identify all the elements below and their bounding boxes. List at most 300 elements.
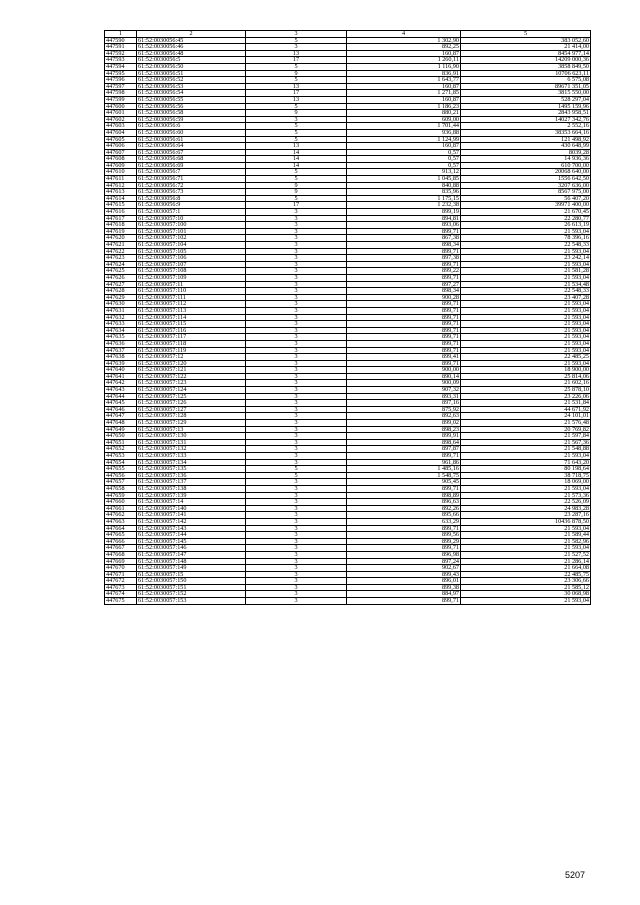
table-cell: 61:52:0030057:137 [137, 479, 246, 486]
table-cell: 61:52:0030057:136 [137, 472, 246, 479]
table-cell: 447648 [105, 420, 137, 427]
table-cell: 1495 159,96 [461, 103, 591, 110]
table-cell: 61:52:0030056:64 [137, 143, 246, 150]
table-cell: 21 593,04 [461, 248, 591, 255]
table-cell: 3 [246, 307, 347, 314]
table-cell: 61:52:0030057:134 [137, 459, 246, 466]
table-cell: 61:52:0030057:123 [137, 380, 246, 387]
table-cell: 5 [246, 77, 347, 84]
table-cell: 22 526,09 [461, 499, 591, 506]
table-cell: 447627 [105, 281, 137, 288]
table-cell: 3858 849,50 [461, 63, 591, 70]
table-cell: 5 [246, 169, 347, 176]
table-row [105, 373, 591, 380]
table-row [105, 242, 591, 249]
table-cell: 0,57 [347, 149, 461, 156]
table-cell: 61:52:0030057:14 [137, 499, 246, 506]
table-row [105, 274, 591, 281]
table-cell: 896,01 [347, 578, 461, 585]
table-cell: 447624 [105, 261, 137, 268]
table-cell: 21 593,04 [461, 261, 591, 268]
table-row [105, 545, 591, 552]
table-cell: 21 593,04 [461, 321, 591, 328]
table-cell: 447666 [105, 538, 137, 545]
table-row [105, 558, 591, 565]
table-cell: 3 [246, 512, 347, 519]
table-cell: 3 [246, 268, 347, 275]
table-cell: 1556 642,50 [461, 176, 591, 183]
table-cell: 160,87 [347, 83, 461, 90]
table-cell: 61:52:0030057:135 [137, 466, 246, 473]
table-cell: 3 [246, 532, 347, 539]
table-cell: 899,71 [347, 598, 461, 605]
table-cell: 902,67 [347, 565, 461, 572]
table-cell: 447643 [105, 387, 137, 394]
table-cell: 890,14 [347, 373, 461, 380]
table-row [105, 393, 591, 400]
table-cell: 3 [246, 551, 347, 558]
table-cell: 5 [246, 63, 347, 70]
table-cell: 20 769,82 [461, 426, 591, 433]
table-cell: 61:52:0030056:67 [137, 149, 246, 156]
table-cell: 61:52:0030057:148 [137, 558, 246, 565]
table-row [105, 598, 591, 605]
table-cell: 14209 000,36 [461, 57, 591, 64]
table-cell: 61:52:0030057:12 [137, 354, 246, 361]
table-cell: 383 052,60 [461, 37, 591, 44]
table-cell: 3 [246, 235, 347, 242]
table-cell: 899,91 [347, 433, 461, 440]
page-number: 5207 [565, 870, 586, 880]
table-cell: 3207 636,00 [461, 182, 591, 189]
table-cell: 447663 [105, 518, 137, 525]
table-cell: 61:52:0030057:124 [137, 387, 246, 394]
table-cell: 447636 [105, 340, 137, 347]
table-cell: 447628 [105, 288, 137, 295]
table-cell: 447596 [105, 77, 137, 84]
table-cell: 61:52:0030056:45 [137, 37, 246, 44]
table-cell: 3815 550,00 [461, 90, 591, 97]
table-row [105, 505, 591, 512]
table-cell: 5 [246, 123, 347, 130]
table-row [105, 499, 591, 506]
table-cell: 61:52:0030057:10 [137, 215, 246, 222]
table-row [105, 63, 591, 70]
table-cell: 21 593,04 [461, 327, 591, 334]
table-row [105, 228, 591, 235]
table-cell: 14 936,36 [461, 156, 591, 163]
table-cell: 3 [246, 565, 347, 572]
table-row [105, 129, 591, 136]
table-cell: 447661 [105, 505, 137, 512]
table-row [105, 215, 591, 222]
table-cell: 447670 [105, 565, 137, 572]
table-cell: 8567 975,00 [461, 189, 591, 196]
table-cell: 447615 [105, 202, 137, 209]
table-row [105, 354, 591, 361]
table-cell: 447602 [105, 116, 137, 123]
table-cell: 447610 [105, 169, 137, 176]
table-cell: 899,02 [347, 420, 461, 427]
table-row [105, 367, 591, 374]
table-row [105, 235, 591, 242]
table-cell: 893,31 [347, 393, 461, 400]
table-cell: 61:52:0030056:56 [137, 103, 246, 110]
table-row [105, 162, 591, 169]
table-cell: 3 [246, 288, 347, 295]
table-cell: 21 593,04 [461, 340, 591, 347]
table-cell: 447652 [105, 446, 137, 453]
table-row [105, 222, 591, 229]
table-cell: 3 [246, 281, 347, 288]
table-cell: 61:52:0030056:71 [137, 176, 246, 183]
table-cell: 44 671,92 [461, 406, 591, 413]
table-cell: 56 407,20 [461, 195, 591, 202]
table-cell: 447639 [105, 360, 137, 367]
table-cell: 3 [246, 433, 347, 440]
table-cell: 21 531,84 [461, 400, 591, 407]
table-cell: 899,71 [347, 261, 461, 268]
table-cell: 1 548,75 [347, 472, 461, 479]
table-cell: 447654 [105, 459, 137, 466]
table-cell: 897,16 [347, 400, 461, 407]
table-cell: 61:52:0030057:130 [137, 433, 246, 440]
table-row [105, 77, 591, 84]
table-cell: 3 [246, 459, 347, 466]
table-row [105, 57, 591, 64]
table-row [105, 420, 591, 427]
table-cell: 447621 [105, 242, 137, 249]
table-cell: 3 [246, 44, 347, 51]
table-cell: 892,63 [347, 413, 461, 420]
table-cell: 39971 400,00 [461, 202, 591, 209]
table-cell: 3 [246, 479, 347, 486]
table-cell: 14 [246, 156, 347, 163]
table-cell: 5 [246, 129, 347, 136]
table-cell: 26 613,19 [461, 222, 591, 229]
table-cell: 1 124,99 [347, 136, 461, 143]
table-row [105, 466, 591, 473]
table-cell: 22 548,33 [461, 288, 591, 295]
table-cell: 21 593,04 [461, 598, 591, 605]
table-cell: 1 116,90 [347, 63, 461, 70]
table-cell: 896,98 [347, 551, 461, 558]
table-cell: 5 [246, 472, 347, 479]
table-cell: 5 [246, 103, 347, 110]
table-cell: 3 [246, 406, 347, 413]
table-cell: 17 [246, 90, 347, 97]
table-cell: 899,71 [347, 485, 461, 492]
table-row [105, 123, 591, 130]
table-cell: 899,71 [347, 228, 461, 235]
table-row [105, 538, 591, 545]
table-cell: 3 [246, 228, 347, 235]
table-cell: 18 069,00 [461, 479, 591, 486]
table-cell: 899,19 [347, 209, 461, 216]
table-cell: 61:52:0030057:132 [137, 446, 246, 453]
table-cell: 14 [246, 149, 347, 156]
table-cell: 61:52:0030057:13 [137, 426, 246, 433]
table-cell: 447606 [105, 143, 137, 150]
table-cell: 447637 [105, 347, 137, 354]
table-cell: 447653 [105, 453, 137, 460]
table-cell: 447638 [105, 354, 137, 361]
table-cell: 160,87 [347, 96, 461, 103]
table-cell: 447593 [105, 57, 137, 64]
table-cell: 5 [246, 466, 347, 473]
table-cell: 610 700,00 [461, 162, 591, 169]
table-cell: 447590 [105, 37, 137, 44]
table-cell: 5 [246, 136, 347, 143]
table-cell: 3 [246, 321, 347, 328]
table-cell: 892,25 [347, 44, 461, 51]
table-cell: 633,29 [347, 518, 461, 525]
table-cell: 447669 [105, 558, 137, 565]
table-cell: 1 232,38 [347, 202, 461, 209]
table-cell: 61:52:0030056:52 [137, 77, 246, 84]
table-cell: 21 567,36 [461, 439, 591, 446]
table-cell: 61:52:0030056:48 [137, 50, 246, 57]
table-cell: 1 186,23 [347, 103, 461, 110]
table-cell: 899,71 [347, 340, 461, 347]
table-body [105, 37, 591, 604]
table-cell: 447662 [105, 512, 137, 519]
table-cell: 900,00 [347, 367, 461, 374]
table-row [105, 485, 591, 492]
table-row [105, 281, 591, 288]
table-cell: 61:52:0030057:106 [137, 255, 246, 262]
table-cell: 447659 [105, 492, 137, 499]
table-cell: 447665 [105, 532, 137, 539]
table-cell: 3 [246, 248, 347, 255]
table-cell: 1 045,85 [347, 176, 461, 183]
data-sheet [104, 30, 589, 605]
table-row [105, 492, 591, 499]
table-cell: 1 643,77 [347, 77, 461, 84]
table-cell: 5 [246, 37, 347, 44]
table-cell: 3 [246, 492, 347, 499]
table-cell: 875,92 [347, 406, 461, 413]
table-cell: 447632 [105, 314, 137, 321]
table-row [105, 406, 591, 413]
table-cell: 61:52:0030057:129 [137, 420, 246, 427]
table-cell: 447672 [105, 578, 137, 585]
table-cell: 21 593,04 [461, 525, 591, 532]
table-cell: 3 [246, 505, 347, 512]
table-cell: 3 [246, 538, 347, 545]
table-cell: 61:52:0030057:1 [137, 209, 246, 216]
header-row [105, 31, 591, 38]
table-cell: 447655 [105, 466, 137, 473]
table-cell: 61:52:0030057:104 [137, 242, 246, 249]
table-row [105, 176, 591, 183]
table-row [105, 70, 591, 77]
table-cell: 61:52:0030057:149 [137, 565, 246, 572]
table-cell: 30 068,98 [461, 591, 591, 598]
table-cell: 447635 [105, 334, 137, 341]
table-row [105, 37, 591, 44]
table-cell: 3 [246, 294, 347, 301]
table-cell: 61:52:0030057:140 [137, 505, 246, 512]
table-row [105, 136, 591, 143]
table-cell: 21 670,45 [461, 209, 591, 216]
table-cell: 1 485,16 [347, 466, 461, 473]
table-cell: 447668 [105, 551, 137, 558]
table-row [105, 453, 591, 460]
table-row [105, 525, 591, 532]
table-row [105, 202, 591, 209]
table-cell: 89671 351,05 [461, 83, 591, 90]
table-cell: 898,34 [347, 242, 461, 249]
table-cell: 21 581,28 [461, 268, 591, 275]
table-cell: 447609 [105, 162, 137, 169]
table-cell: 61:52:0030057:114 [137, 314, 246, 321]
column-header: 5 [461, 31, 591, 38]
table-cell: 80 198,64 [461, 466, 591, 473]
table-cell: 884,97 [347, 591, 461, 598]
table-cell: 3 [246, 340, 347, 347]
table-row [105, 189, 591, 196]
table-cell: 61:52:0030056:54 [137, 90, 246, 97]
table-cell: 78 396,16 [461, 235, 591, 242]
table-cell: 38 718,75 [461, 472, 591, 479]
table-cell: 160,87 [347, 143, 461, 150]
table-cell: 898,89 [347, 492, 461, 499]
table-row [105, 301, 591, 308]
table-cell: 895,66 [347, 512, 461, 519]
table-cell: 9 [246, 189, 347, 196]
table-cell: 447612 [105, 182, 137, 189]
table-row [105, 347, 591, 354]
table-cell: 447616 [105, 209, 137, 216]
table-cell: 61:52:0030056:8 [137, 195, 246, 202]
table-cell: 3 [246, 261, 347, 268]
table-cell: 61:52:0030057:151 [137, 584, 246, 591]
table-cell: 447671 [105, 571, 137, 578]
table-cell: 61:52:0030057:101 [137, 228, 246, 235]
table-cell: 3 [246, 446, 347, 453]
table-cell: 61:52:0030056:73 [137, 189, 246, 196]
table-cell: 61:52:0030057:152 [137, 591, 246, 598]
table-cell: 61:52:0030056:6 [137, 123, 246, 130]
table-cell: 447605 [105, 136, 137, 143]
table-cell: 3 [246, 420, 347, 427]
table-row [105, 512, 591, 519]
table-cell: 936,88 [347, 129, 461, 136]
table-cell: 10436 878,50 [461, 518, 591, 525]
table-cell: 61:52:0030057:121 [137, 367, 246, 374]
table-cell: 447642 [105, 380, 137, 387]
table-cell: 21 593,04 [461, 347, 591, 354]
table-row [105, 472, 591, 479]
table-cell: 3 [246, 518, 347, 525]
table-cell: 447597 [105, 83, 137, 90]
table-row [105, 387, 591, 394]
table-cell: 21 593,04 [461, 301, 591, 308]
table-cell: 61:52:0030056:59 [137, 116, 246, 123]
table-cell: 609,00 [347, 116, 461, 123]
table-cell: 899,43 [347, 571, 461, 578]
table-cell: 61:52:0030057:122 [137, 373, 246, 380]
table-cell: 61:52:0030057:146 [137, 545, 246, 552]
table-cell: 3 [246, 393, 347, 400]
table-cell: 21 602,16 [461, 380, 591, 387]
table-cell: 61:52:0030056:46 [137, 44, 246, 51]
table-cell: 13 [246, 143, 347, 150]
table-row [105, 400, 591, 407]
table-cell: 1 175,15 [347, 195, 461, 202]
table-cell: 447650 [105, 433, 137, 440]
table-cell: 3 [246, 380, 347, 387]
table-row [105, 380, 591, 387]
table-cell: 61:52:0030057:117 [137, 334, 246, 341]
table-cell: 447619 [105, 228, 137, 235]
table-row [105, 426, 591, 433]
table-cell: 10706 623,11 [461, 70, 591, 77]
table-cell: 447656 [105, 472, 137, 479]
table-row [105, 578, 591, 585]
table-row [105, 143, 591, 150]
table-cell: 61:52:0030056:5 [137, 57, 246, 64]
table-cell: 21 414,00 [461, 44, 591, 51]
table-cell: 3 [246, 558, 347, 565]
table-cell: 23 226,06 [461, 393, 591, 400]
table-cell: 61:52:0030056:51 [137, 70, 246, 77]
table-row [105, 307, 591, 314]
table-cell: 61:52:0030057:11 [137, 281, 246, 288]
table-cell: 899,71 [347, 248, 461, 255]
table-cell: 447617 [105, 215, 137, 222]
table-cell: 447622 [105, 248, 137, 255]
table-cell: 913,12 [347, 169, 461, 176]
table-cell: 61:52:0030057:115 [137, 321, 246, 328]
table-cell: 447611 [105, 176, 137, 183]
table-cell: 3 [246, 413, 347, 420]
table-cell: 61:52:0030057:145 [137, 538, 246, 545]
table-cell: 20068 640,00 [461, 169, 591, 176]
table-cell: 13 [246, 50, 347, 57]
table-cell: 893,06 [347, 222, 461, 229]
table-row [105, 255, 591, 262]
table-cell: 22 280,77 [461, 215, 591, 222]
table-cell: 3 [246, 485, 347, 492]
table-cell: 899,71 [347, 360, 461, 367]
table-cell: 3 [246, 116, 347, 123]
table-cell: 897,38 [347, 255, 461, 262]
table-cell: 21 593,04 [461, 307, 591, 314]
table-row [105, 479, 591, 486]
table-cell: 1 302,90 [347, 37, 461, 44]
table-cell: 899,41 [347, 354, 461, 361]
table-cell: 447658 [105, 485, 137, 492]
table-row [105, 334, 591, 341]
table-row [105, 551, 591, 558]
table-cell: 447634 [105, 327, 137, 334]
table-cell: 447592 [105, 50, 137, 57]
table-cell: 21 534,48 [461, 281, 591, 288]
table-cell: 22 485,75 [461, 571, 591, 578]
table-cell: 61:52:0030056:55 [137, 96, 246, 103]
table-cell: 61:52:0030057:139 [137, 492, 246, 499]
table-cell: 3 [246, 499, 347, 506]
table-cell: 447600 [105, 103, 137, 110]
table-cell: 447620 [105, 235, 137, 242]
table-cell: 899,56 [347, 532, 461, 539]
table-cell: 447613 [105, 189, 137, 196]
table-cell: 0,57 [347, 156, 461, 163]
table-row [105, 288, 591, 295]
table-cell: 9 [246, 182, 347, 189]
